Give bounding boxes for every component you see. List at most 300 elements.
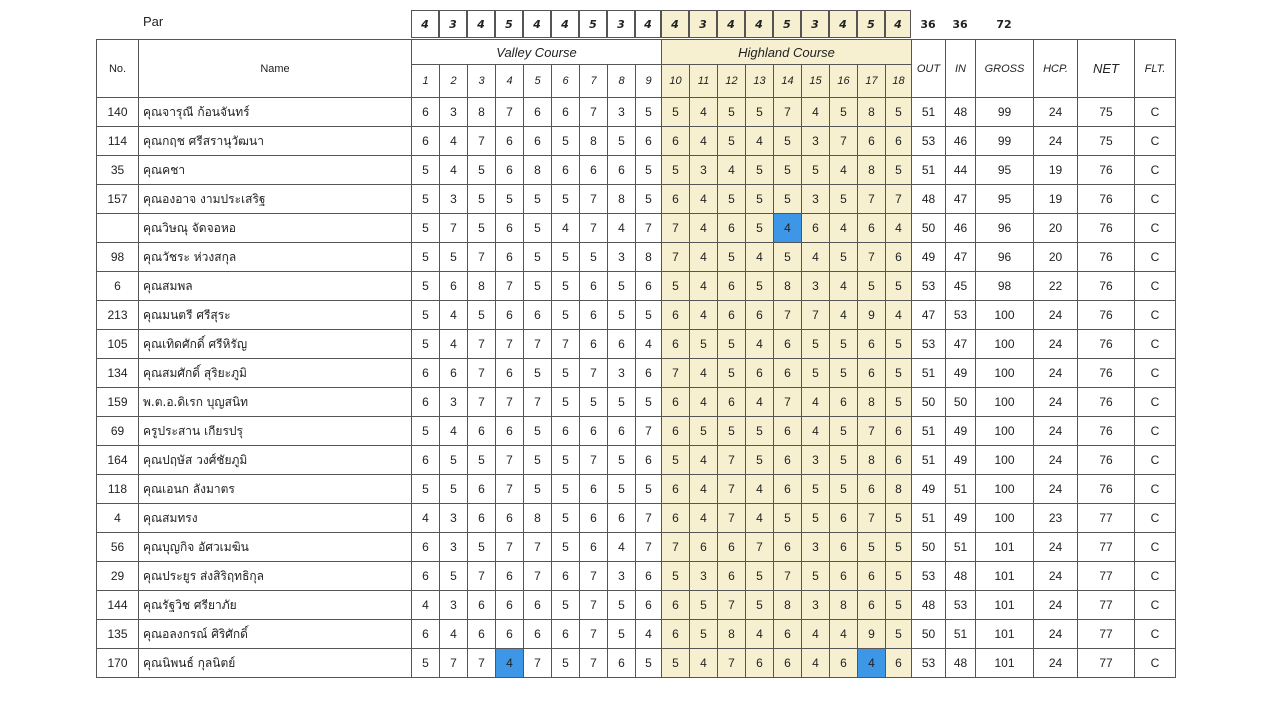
- score-hole-5: 5: [524, 475, 552, 504]
- score-hole-18: 5: [886, 330, 912, 359]
- score-hole-14: 6: [774, 330, 802, 359]
- out-total: 51: [912, 417, 946, 446]
- gross-score: 101: [976, 649, 1034, 678]
- score-hole-9: 7: [636, 417, 662, 446]
- score-hole-10: 6: [662, 185, 690, 214]
- score-hole-10: 6: [662, 388, 690, 417]
- table-row: [97, 388, 1176, 417]
- player-number: [97, 214, 139, 243]
- score-hole-7: 6: [580, 156, 608, 185]
- score-hole-4: 6: [496, 214, 524, 243]
- handicap: 23: [1034, 504, 1078, 533]
- player-number: 159: [97, 388, 139, 417]
- score-hole-17: 8: [858, 446, 886, 475]
- net-score: 76: [1078, 417, 1135, 446]
- in-total: 49: [946, 417, 976, 446]
- score-hole-14: 8: [774, 591, 802, 620]
- player-name: คุณวิษณุ จัดจอหอ: [139, 214, 412, 243]
- handicap: 24: [1034, 127, 1078, 156]
- score-hole-15: 4: [802, 243, 830, 272]
- par-hole-6: 4: [551, 10, 579, 38]
- score-hole-1: 6: [412, 620, 440, 649]
- score-hole-3: 5: [468, 533, 496, 562]
- score-hole-5: 5: [524, 446, 552, 475]
- score-hole-3: 5: [468, 214, 496, 243]
- score-hole-10: 7: [662, 243, 690, 272]
- table-row: [97, 620, 1176, 649]
- in-total: 47: [946, 243, 976, 272]
- score-hole-9: 6: [636, 272, 662, 301]
- score-hole-2: 6: [440, 272, 468, 301]
- flight: C: [1135, 272, 1176, 301]
- player-number: 4: [97, 504, 139, 533]
- score-hole-18: 6: [886, 127, 912, 156]
- score-hole-5: 6: [524, 591, 552, 620]
- score-hole-10: 6: [662, 127, 690, 156]
- score-hole-6: 6: [552, 417, 580, 446]
- score-hole-13: 7: [746, 533, 774, 562]
- out-total: 50: [912, 533, 946, 562]
- score-hole-8: 5: [608, 301, 636, 330]
- score-hole-3: 7: [468, 127, 496, 156]
- in-total: 48: [946, 562, 976, 591]
- score-hole-4: 7: [496, 446, 524, 475]
- player-name: คุณมนตรี ศรีสุระ: [139, 301, 412, 330]
- score-hole-3: 7: [468, 330, 496, 359]
- score-hole-15: 4: [802, 388, 830, 417]
- score-hole-1: 6: [412, 98, 440, 127]
- score-hole-4: 5: [496, 185, 524, 214]
- score-hole-12: 4: [718, 156, 746, 185]
- in-total: 50: [946, 388, 976, 417]
- flight: C: [1135, 127, 1176, 156]
- score-hole-16: 8: [830, 591, 858, 620]
- flight: C: [1135, 330, 1176, 359]
- score-hole-5: 5: [524, 272, 552, 301]
- net-score: 76: [1078, 156, 1135, 185]
- score-hole-11: 4: [690, 185, 718, 214]
- score-hole-2: 5: [440, 475, 468, 504]
- score-hole-11: 4: [690, 243, 718, 272]
- net-score: 75: [1078, 127, 1135, 156]
- score-hole-16: 4: [830, 272, 858, 301]
- score-hole-13: 4: [746, 620, 774, 649]
- score-hole-16: 5: [830, 243, 858, 272]
- player-name: คุณบุญกิจ อัศวเมฆิน: [139, 533, 412, 562]
- par-hole-12: 4: [717, 10, 745, 38]
- score-hole-11: 4: [690, 504, 718, 533]
- score-hole-7: 7: [580, 562, 608, 591]
- score-hole-15: 7: [802, 301, 830, 330]
- player-name: คุณเอนก ลังมาตร: [139, 475, 412, 504]
- score-hole-16: 4: [830, 156, 858, 185]
- score-hole-5: 6: [524, 98, 552, 127]
- gross-score: 99: [976, 98, 1034, 127]
- score-hole-11: 3: [690, 156, 718, 185]
- net-score: 76: [1078, 330, 1135, 359]
- hole-number-18: 18: [886, 65, 912, 98]
- score-hole-15: 6: [802, 214, 830, 243]
- flight: C: [1135, 562, 1176, 591]
- score-hole-11: 3: [690, 562, 718, 591]
- flight: C: [1135, 359, 1176, 388]
- player-number: 105: [97, 330, 139, 359]
- score-hole-4: 6: [496, 417, 524, 446]
- par-hole-1: 4: [411, 10, 439, 38]
- in-total: 47: [946, 330, 976, 359]
- flight: C: [1135, 156, 1176, 185]
- score-hole-2: 6: [440, 359, 468, 388]
- handicap: 24: [1034, 330, 1078, 359]
- score-hole-16: 5: [830, 417, 858, 446]
- score-hole-18: 5: [886, 591, 912, 620]
- header-row-courses: [97, 40, 1176, 65]
- score-hole-13: 5: [746, 98, 774, 127]
- player-name: คุณรัฐวิช ศรียาภัย: [139, 591, 412, 620]
- score-hole-2: 5: [440, 243, 468, 272]
- score-hole-7: 5: [580, 388, 608, 417]
- score-hole-3: 7: [468, 388, 496, 417]
- score-hole-7: 7: [580, 98, 608, 127]
- player-number: 144: [97, 591, 139, 620]
- net-score: 76: [1078, 446, 1135, 475]
- handicap: 24: [1034, 417, 1078, 446]
- gross-score: 96: [976, 243, 1034, 272]
- score-hole-2: 3: [440, 388, 468, 417]
- player-name: ครูประสาน เกียรปรุ: [139, 417, 412, 446]
- score-hole-9: 5: [636, 156, 662, 185]
- valley-course-header: Valley Course: [412, 40, 662, 65]
- handicap: 24: [1034, 359, 1078, 388]
- score-hole-16: 6: [830, 649, 858, 678]
- net-score: 76: [1078, 475, 1135, 504]
- table-row: [97, 504, 1176, 533]
- score-hole-18: 6: [886, 649, 912, 678]
- out-total: 48: [912, 591, 946, 620]
- score-hole-16: 4: [830, 301, 858, 330]
- highland-course-header: Highland Course: [662, 40, 912, 65]
- score-hole-14: 5: [774, 243, 802, 272]
- table-row: [97, 330, 1176, 359]
- score-hole-10: 5: [662, 156, 690, 185]
- gross-score: 95: [976, 156, 1034, 185]
- score-hole-14: 5: [774, 127, 802, 156]
- score-hole-17: 8: [858, 388, 886, 417]
- player-name: คุณสมทรง: [139, 504, 412, 533]
- score-hole-7: 6: [580, 417, 608, 446]
- gross-score: 99: [976, 127, 1034, 156]
- score-hole-4: 7: [496, 533, 524, 562]
- out-total: 53: [912, 562, 946, 591]
- player-number: 69: [97, 417, 139, 446]
- handicap: 24: [1034, 620, 1078, 649]
- flight: C: [1135, 591, 1176, 620]
- score-hole-16: 5: [830, 330, 858, 359]
- score-hole-13: 5: [746, 446, 774, 475]
- score-hole-11: 5: [690, 620, 718, 649]
- score-hole-14: 7: [774, 562, 802, 591]
- gross-score: 101: [976, 620, 1034, 649]
- gross-score: 100: [976, 388, 1034, 417]
- score-hole-10: 5: [662, 98, 690, 127]
- gross-score: 100: [976, 417, 1034, 446]
- score-hole-17: 8: [858, 156, 886, 185]
- score-hole-6: 5: [552, 475, 580, 504]
- hole-number-12: 12: [718, 65, 746, 98]
- table-row: [97, 243, 1176, 272]
- gross-score: 98: [976, 272, 1034, 301]
- flight: C: [1135, 301, 1176, 330]
- handicap: 19: [1034, 185, 1078, 214]
- score-hole-15: 4: [802, 98, 830, 127]
- score-hole-13: 5: [746, 214, 774, 243]
- score-hole-9: 6: [636, 127, 662, 156]
- score-hole-5: 8: [524, 156, 552, 185]
- par-hole-5: 4: [523, 10, 551, 38]
- score-hole-15: 5: [802, 156, 830, 185]
- score-hole-10: 6: [662, 330, 690, 359]
- hole-number-1: 1: [412, 65, 440, 98]
- score-hole-17: 6: [858, 562, 886, 591]
- score-hole-18: 5: [886, 504, 912, 533]
- score-hole-17: 7: [858, 185, 886, 214]
- in-total: 49: [946, 504, 976, 533]
- score-hole-4: 6: [496, 243, 524, 272]
- score-hole-8: 6: [608, 330, 636, 359]
- score-hole-2: 7: [440, 214, 468, 243]
- player-number: 213: [97, 301, 139, 330]
- par-hole-16: 4: [829, 10, 857, 38]
- hole-number-4: 4: [496, 65, 524, 98]
- score-hole-13: 5: [746, 591, 774, 620]
- score-hole-2: 3: [440, 533, 468, 562]
- score-hole-18: 5: [886, 533, 912, 562]
- score-hole-17: 7: [858, 243, 886, 272]
- score-hole-18: 8: [886, 475, 912, 504]
- score-hole-18: 4: [886, 301, 912, 330]
- score-hole-11: 4: [690, 127, 718, 156]
- out-total: 47: [912, 301, 946, 330]
- gross-score: 100: [976, 475, 1034, 504]
- handicap: 24: [1034, 301, 1078, 330]
- score-hole-7: 6: [580, 272, 608, 301]
- score-hole-1: 5: [412, 301, 440, 330]
- handicap: 24: [1034, 446, 1078, 475]
- score-hole-5: 7: [524, 388, 552, 417]
- score-hole-2: 4: [440, 301, 468, 330]
- score-hole-4: 6: [496, 156, 524, 185]
- score-hole-14: 6: [774, 417, 802, 446]
- in-total: 47: [946, 185, 976, 214]
- score-hole-14: 7: [774, 301, 802, 330]
- score-hole-17: 5: [858, 533, 886, 562]
- score-hole-16: 6: [830, 533, 858, 562]
- par-hole-13: 4: [745, 10, 773, 38]
- score-hole-13: 4: [746, 388, 774, 417]
- score-hole-18: 5: [886, 272, 912, 301]
- net-score: 76: [1078, 301, 1135, 330]
- score-hole-4: 6: [496, 127, 524, 156]
- handicap: 20: [1034, 243, 1078, 272]
- score-hole-2: 4: [440, 156, 468, 185]
- score-hole-13: 6: [746, 301, 774, 330]
- score-hole-10: 5: [662, 446, 690, 475]
- handicap: 24: [1034, 475, 1078, 504]
- net-score: 77: [1078, 504, 1135, 533]
- score-hole-2: 3: [440, 504, 468, 533]
- table-row: [97, 417, 1176, 446]
- par-hole-14: 5: [773, 10, 801, 38]
- player-name: คุณปฤษัส วงศ์ชัยภูมิ: [139, 446, 412, 475]
- score-hole-16: 5: [830, 446, 858, 475]
- score-hole-14: 5: [774, 156, 802, 185]
- score-hole-18: 6: [886, 417, 912, 446]
- score-hole-3: 6: [468, 591, 496, 620]
- score-hole-12: 7: [718, 504, 746, 533]
- score-hole-13: 5: [746, 417, 774, 446]
- score-hole-1: 5: [412, 156, 440, 185]
- score-hole-9: 6: [636, 446, 662, 475]
- handicap: 19: [1034, 156, 1078, 185]
- score-hole-13: 6: [746, 359, 774, 388]
- flight: C: [1135, 98, 1176, 127]
- score-hole-18: 6: [886, 446, 912, 475]
- score-hole-17: 5: [858, 272, 886, 301]
- score-hole-5: 7: [524, 330, 552, 359]
- score-hole-8: 5: [608, 272, 636, 301]
- table-row: [97, 562, 1176, 591]
- score-hole-11: 4: [690, 359, 718, 388]
- score-hole-15: 3: [802, 591, 830, 620]
- gross-score: 100: [976, 301, 1034, 330]
- score-hole-14: 6: [774, 649, 802, 678]
- gross-score: 100: [976, 446, 1034, 475]
- flight: C: [1135, 214, 1176, 243]
- table-row: [97, 127, 1176, 156]
- score-hole-15: 3: [802, 272, 830, 301]
- score-hole-9: 6: [636, 359, 662, 388]
- score-hole-12: 5: [718, 417, 746, 446]
- par-hole-18: 4: [885, 10, 911, 38]
- score-hole-6: 5: [552, 301, 580, 330]
- gross-score: 101: [976, 591, 1034, 620]
- score-hole-2: 5: [440, 446, 468, 475]
- score-hole-12: 6: [718, 388, 746, 417]
- player-number: 157: [97, 185, 139, 214]
- score-hole-6: 5: [552, 533, 580, 562]
- score-hole-8: 3: [608, 98, 636, 127]
- player-number: 135: [97, 620, 139, 649]
- score-hole-17: 7: [858, 504, 886, 533]
- net-score: 76: [1078, 359, 1135, 388]
- score-hole-17: 6: [858, 330, 886, 359]
- score-hole-14: 6: [774, 620, 802, 649]
- score-hole-3: 7: [468, 649, 496, 678]
- score-hole-3: 5: [468, 156, 496, 185]
- score-hole-9: 5: [636, 301, 662, 330]
- score-hole-5: 5: [524, 185, 552, 214]
- score-hole-12: 5: [718, 359, 746, 388]
- par-hole-15: 3: [801, 10, 829, 38]
- hole-number-3: 3: [468, 65, 496, 98]
- score-hole-8: 6: [608, 417, 636, 446]
- score-hole-18: 5: [886, 388, 912, 417]
- score-hole-16: 6: [830, 504, 858, 533]
- score-hole-17: 4: [858, 649, 886, 678]
- score-hole-4: 7: [496, 272, 524, 301]
- score-hole-2: 4: [440, 127, 468, 156]
- score-hole-1: 5: [412, 214, 440, 243]
- score-hole-3: 6: [468, 475, 496, 504]
- table-row: [97, 272, 1176, 301]
- par-hole-9: 4: [635, 10, 661, 38]
- score-hole-9: 5: [636, 98, 662, 127]
- score-hole-12: 5: [718, 98, 746, 127]
- score-hole-1: 5: [412, 243, 440, 272]
- handicap: 24: [1034, 388, 1078, 417]
- flt-header: FLT.: [1135, 40, 1176, 98]
- out-total: 51: [912, 156, 946, 185]
- score-hole-10: 6: [662, 301, 690, 330]
- score-hole-8: 6: [608, 156, 636, 185]
- score-hole-1: 6: [412, 562, 440, 591]
- score-hole-13: 6: [746, 649, 774, 678]
- hole-number-6: 6: [552, 65, 580, 98]
- score-hole-6: 5: [552, 243, 580, 272]
- out-total: 53: [912, 330, 946, 359]
- flight: C: [1135, 533, 1176, 562]
- score-hole-14: 5: [774, 185, 802, 214]
- score-hole-9: 8: [636, 243, 662, 272]
- score-hole-2: 4: [440, 417, 468, 446]
- score-hole-6: 5: [552, 649, 580, 678]
- handicap: 24: [1034, 533, 1078, 562]
- handicap: 22: [1034, 272, 1078, 301]
- score-hole-12: 6: [718, 533, 746, 562]
- out-total: 53: [912, 649, 946, 678]
- handicap: 24: [1034, 649, 1078, 678]
- score-hole-8: 4: [608, 533, 636, 562]
- score-hole-11: 4: [690, 446, 718, 475]
- score-hole-6: 5: [552, 359, 580, 388]
- player-number: 29: [97, 562, 139, 591]
- score-hole-9: 7: [636, 504, 662, 533]
- out-total: 50: [912, 214, 946, 243]
- score-hole-14: 7: [774, 388, 802, 417]
- score-hole-12: 5: [718, 243, 746, 272]
- player-number: 114: [97, 127, 139, 156]
- out-total: 53: [912, 127, 946, 156]
- score-hole-15: 3: [802, 446, 830, 475]
- score-hole-2: 5: [440, 562, 468, 591]
- score-hole-8: 4: [608, 214, 636, 243]
- score-hole-3: 5: [468, 185, 496, 214]
- score-hole-10: 7: [662, 359, 690, 388]
- score-hole-12: 6: [718, 214, 746, 243]
- gross-score: 101: [976, 533, 1034, 562]
- score-hole-12: 5: [718, 330, 746, 359]
- score-hole-4: 6: [496, 620, 524, 649]
- player-name: คุณกฤช ศรีสรานุวัฒนา: [139, 127, 412, 156]
- hole-number-2: 2: [440, 65, 468, 98]
- table-row: [97, 98, 1176, 127]
- gross-score: 100: [976, 330, 1034, 359]
- score-hole-13: 4: [746, 127, 774, 156]
- score-hole-15: 4: [802, 417, 830, 446]
- score-hole-18: 5: [886, 98, 912, 127]
- par-hole-10: 4: [661, 10, 689, 38]
- score-hole-13: 5: [746, 272, 774, 301]
